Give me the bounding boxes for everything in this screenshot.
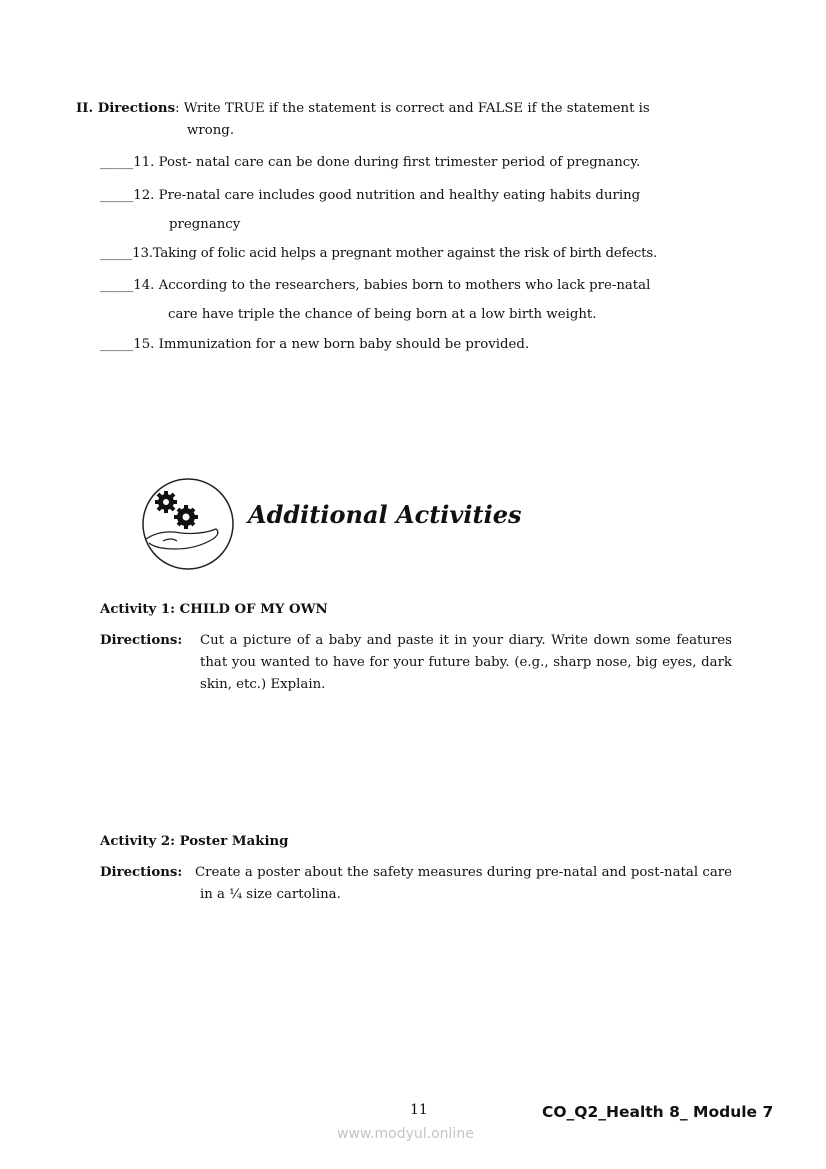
question-text: 15. Immunization for a new born baby should be provided.: [133, 337, 530, 352]
gears-hand-icon: [141, 477, 235, 571]
directions-text: Cut a picture of a baby and paste it in your diary. Write down some features that you wanted to have for your future baby. (e.g., sharp nose, big eyes, dark skin, etc.) Explain.: [200, 633, 732, 692]
answer-blank[interactable]: _____: [100, 278, 134, 293]
activity-1-directions-text: [195, 630, 732, 696]
question-text: 11. Post- natal care can be done during first trimester period of pregnancy.: [133, 155, 641, 170]
question-15: [100, 337, 529, 352]
question-text: 13.Taking of folic acid helps a pregnant mother against the risk of birth defects.: [132, 246, 657, 261]
activity-1-directions-label: Directions:: [100, 633, 183, 648]
activity-2-directions-label: Directions:: [100, 865, 183, 880]
section-title: Additional Activities: [248, 500, 522, 529]
directions-label: II. Directions: [76, 101, 176, 116]
directions-cont: wrong.: [187, 123, 235, 138]
question-14-cont: care have triple the chance of being born at a low birth weight.: [168, 307, 597, 322]
activity-2-directions-text: [195, 862, 732, 906]
directions-line: [76, 101, 650, 116]
answer-blank[interactable]: _____: [100, 337, 134, 352]
question-text: 14. According to the researchers, babies born to mothers who lack pre-natal: [133, 278, 651, 293]
answer-blank[interactable]: _____: [100, 155, 134, 170]
question-13: [100, 246, 657, 261]
question-11: [100, 155, 640, 170]
question-text: 12. Pre-natal care includes good nutrition and healthy eating habits during: [133, 188, 641, 203]
directions-text: Create a poster about the safety measures during pre-natal and post-natal care in a ¼ size cartolina.: [195, 865, 732, 902]
activity-1-title: Activity 1: CHILD OF MY OWN: [100, 602, 328, 617]
watermark: www.modyul.online: [337, 1126, 474, 1142]
question-14: [100, 278, 650, 293]
question-12: [100, 188, 640, 203]
activity-2-title: Activity 2: Poster Making: [100, 834, 289, 849]
module-code: CO_Q2_Health 8_ Module 7: [542, 1103, 774, 1121]
answer-blank[interactable]: _____: [100, 246, 133, 261]
question-12-cont: pregnancy: [169, 217, 241, 232]
answer-blank[interactable]: _____: [100, 188, 134, 203]
page-number: 11: [410, 1102, 428, 1118]
directions-text: : Write TRUE if the statement is correct and FALSE if the statement is: [175, 101, 650, 116]
